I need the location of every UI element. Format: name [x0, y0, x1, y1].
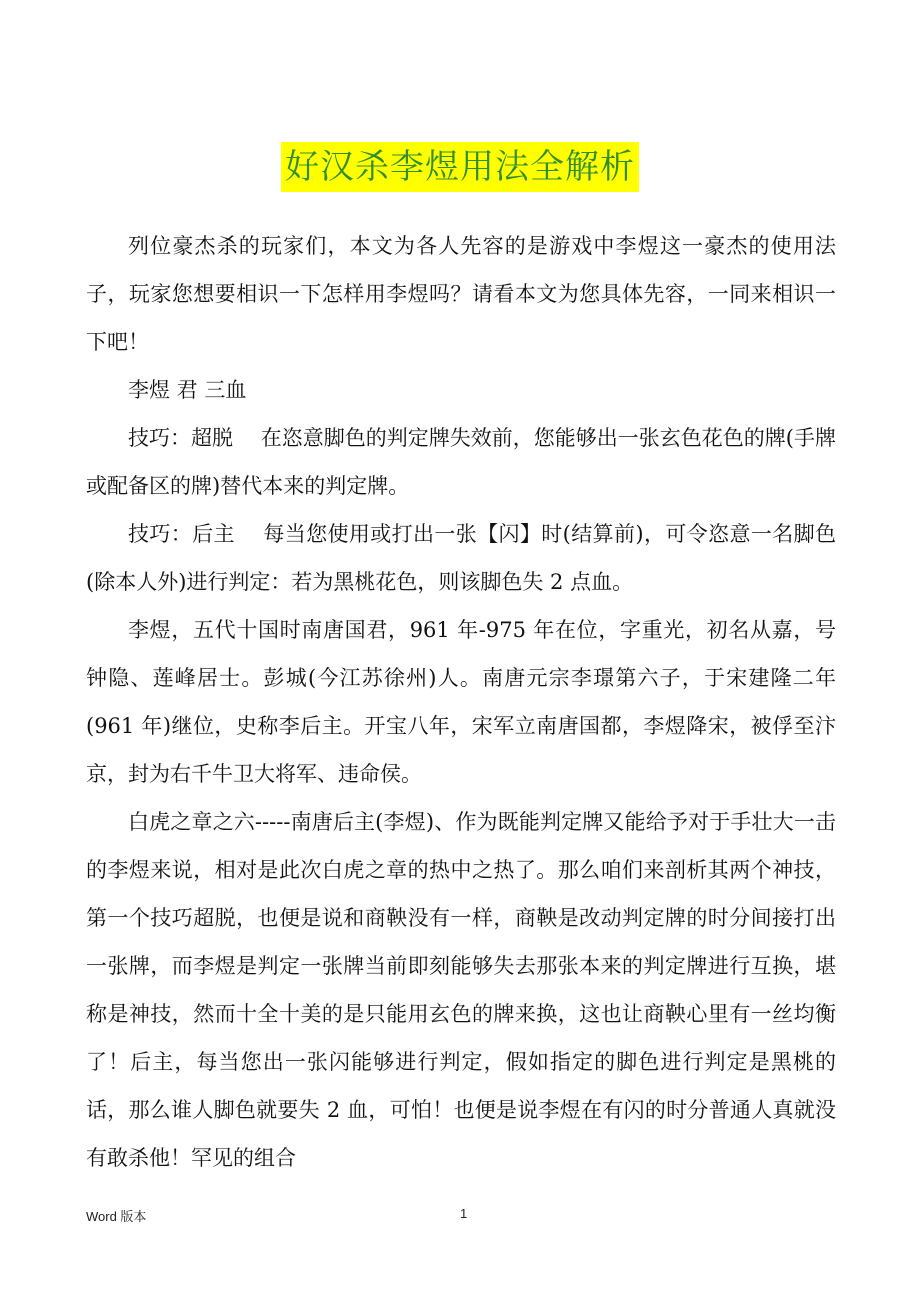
paragraph-biography: 李煜，五代十国时南唐国君，961 年-975 年在位，字重光，初名从嘉，号钟隐、莲峰居士。彭城(今江苏徐州)人。南唐元宗李璟第六子，于宋建隆二年(961 年)继位，史称李后主。开宝八年，宋军立南唐国都，李煜降宋，被俘至汴京，封为右千牛卫大将军、违命侯。 — [86, 618, 836, 786]
paragraph-analysis: 白虎之章之六-----南唐后主(李煜)、作为既能判定牌又能给予对于手壮大一击的李煜来说，相对是此次白虎之章的热中之热了。那么咱们来剖析其两个神技，第一个技巧超脱，也便是说和商鞅没有一样，商鞅是改动判定牌的时分间接打出一张牌，而李煜是判定一张牌当前即刻能够失去那张本来的判定牌进行互换，堪称是神技，然而十全十美的是只能用玄色的牌来换，这也让商鞅心里有一丝均衡了！后主，每当您出一张闪能够进行判定，假如指定的脚色进行判定是黑桃的话，那么谁人脚色就要失 2 血，可怕！也便是说李煜在有闪的时分普通人真就没有敢杀他！罕见的组合 — [86, 810, 836, 1170]
paragraph-intro: 列位豪杰杀的玩家们，本文为各人先容的是游戏中李煜这一豪杰的使用法子，玩家您想要相识一下怎样用李煜吗？请看本文为您具体先容，一同来相识一下吧！ — [86, 234, 836, 354]
title-container — [0, 142, 920, 192]
page-footer — [86, 1206, 836, 1226]
footer-version-label: Word 版本 — [86, 1209, 147, 1224]
footer-page-number: 1 — [460, 1206, 468, 1221]
paragraph-skill-houzhu: 技巧：后主 每当您使用或打出一张【闪】时(结算前)，可令恣意一名脚色(除本人外)进行判定：若为黑桃花色，则该脚色失 2 点血。 — [86, 522, 836, 594]
paragraph-character-info: 李煜 君 三血 — [128, 378, 247, 402]
paragraph-skill-chaotuo: 技巧：超脱 在恣意脚色的判定牌失效前，您能够出一张玄色花色的牌(手牌或配备区的牌)替代本来的判定牌。 — [86, 426, 836, 498]
document-title: 好汉杀李煜用法全解析 — [281, 142, 639, 192]
document-body — [86, 222, 836, 1182]
